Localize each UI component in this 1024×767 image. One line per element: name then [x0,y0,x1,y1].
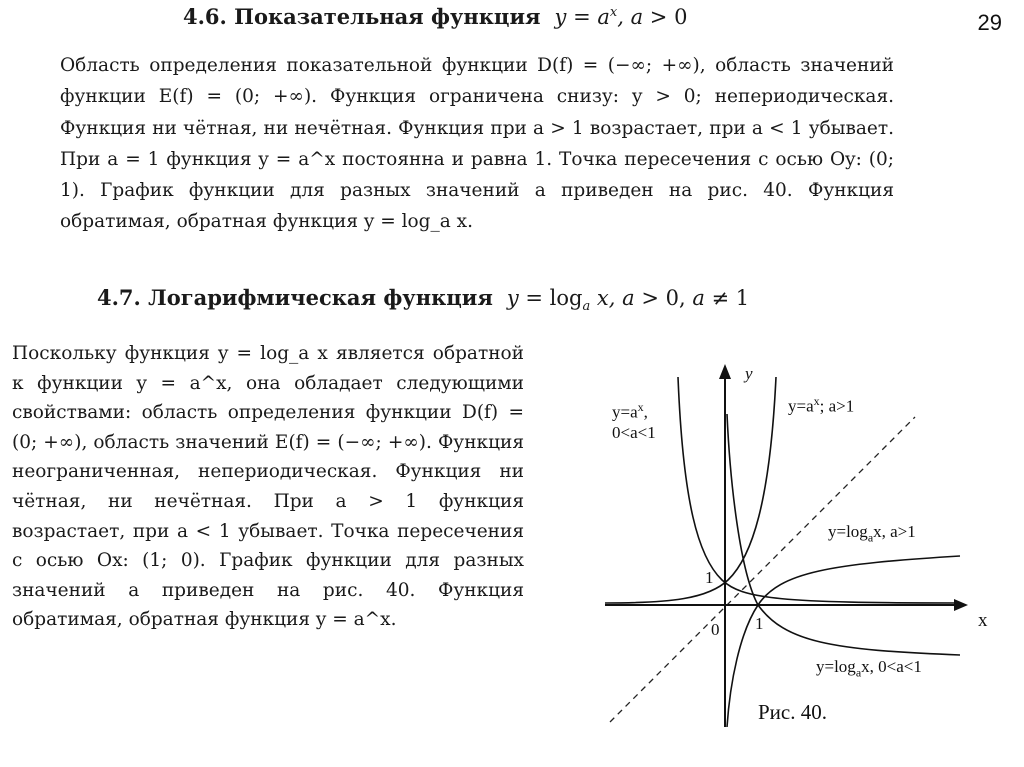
exponential-description: Область определения показательной функции D(f) = (−∞; +∞), область значений функции E(f) = (0; +∞). Функция ограничена снизу: y > 0; непериодическая. Функция ни чётная, ни нечётная. Функция при a > 1 возрастает, при a < 1 убывает. При a = 1 функция y = a^x постоянна и равна 1. Точка пересечения с осью Oy: (0; 1). График функции для разных значений a приведен на рис. 40. Функция обратимая, обратная функция y = log_a x. [60,55,894,233]
section-heading-exponential [183,4,687,29]
page-number: 29 [977,10,1002,35]
label-exp-a-lt-1: $y=a^x$, 0<a<1 [612,400,656,442]
figure-40 [590,352,990,736]
section-heading-logarithmic [97,285,749,314]
section-heading-formula: $y = \log_a x$, a > 0, a ≠ 1 [500,286,750,315]
label-log-a-gt-1: $y=\log_ax$, a>1 [828,522,916,545]
x-axis-arrow [954,599,968,611]
axis-y-label: y [745,364,753,383]
label-exp-a-gt-1: $y=a^x$; a>1 [788,394,855,416]
figure-caption: Рис. 40. [758,700,827,724]
label-log-a-lt-1: $y=\log_ax$, 0<a<1 [816,657,922,680]
section-heading-label: 4.7. Логарифмическая функция [97,285,493,310]
y-axis-arrow [719,364,731,379]
tick-one-x-label: 1 [755,614,764,633]
section-heading-formula: $y = a^x$, a > 0 [547,5,688,29]
origin-label: 0 [711,620,720,639]
logarithmic-description: Поскольку функция y = log_a x является обратной к функции y = a^x, она обладает следующими свойствами: область определения функции D(f) = (0; +∞), область значений E(f) = (−∞; +∞). Функция неограниченная, непериодическая. Функция ни чётная, ни нечётная. При a > 1 функция возрастает, при a < 1 убывает. Точка пересечения с осью Ox: (1; 0). График функции для разных значений a приведен на рис. 40. Функция обратимая, обратная функция y = a^x. [12,343,524,631]
tick-one-y-label: 1 [705,568,714,587]
axis-x-label: x [978,610,988,631]
section-heading-label: 4.6. Показательная функция [183,4,541,29]
